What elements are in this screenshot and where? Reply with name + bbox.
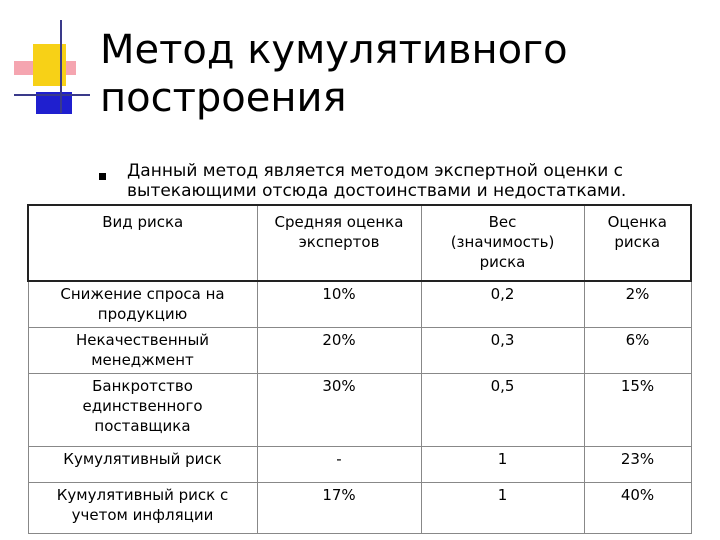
risk-table (27, 204, 692, 534)
cell-risk-type: Банкротство единственного поставщика (28, 374, 257, 447)
cell-risk-weight: 1 (421, 447, 584, 483)
decor-horizontal-line (14, 94, 90, 96)
slide-title: Метод кумулятивного построения (100, 27, 568, 121)
cell-expert-average: 30% (257, 374, 421, 447)
cell-risk-score: 23% (584, 447, 691, 483)
table-row (28, 328, 691, 374)
header-expert-average: Средняя оценка экспертов (257, 205, 421, 281)
table-row (28, 483, 691, 534)
header-risk-score: Оценка риска (584, 205, 691, 281)
cell-expert-average: 20% (257, 328, 421, 374)
header-risk-type: Вид риска (28, 205, 257, 281)
cell-risk-score: 40% (584, 483, 691, 534)
cell-expert-average: 10% (257, 281, 421, 328)
cell-risk-type: Кумулятивный риск с учетом инфляции (28, 483, 257, 534)
cell-risk-type: Некачественный менеджмент (28, 328, 257, 374)
cell-risk-type: Кумулятивный риск (28, 447, 257, 483)
table-header-row (28, 205, 691, 281)
table-row (28, 447, 691, 483)
cell-risk-type: Снижение спроса на продукцию (28, 281, 257, 328)
cell-risk-weight: 0,5 (421, 374, 584, 447)
table-row (28, 374, 691, 447)
header-risk-weight: Вес (значимость) риска (421, 205, 584, 281)
cell-risk-score: 6% (584, 328, 691, 374)
cell-risk-weight: 1 (421, 483, 584, 534)
cell-expert-average: 17% (257, 483, 421, 534)
bullet-marker-icon (99, 173, 106, 180)
table-row (28, 281, 691, 328)
cell-risk-score: 15% (584, 374, 691, 447)
cell-risk-weight: 0,2 (421, 281, 584, 328)
bullet-text: Данный метод является методом экспертной оценки с вытекающими отсюда достоинствами и недостатками. (127, 161, 627, 201)
cell-expert-average: - (257, 447, 421, 483)
cell-risk-score: 2% (584, 281, 691, 328)
cell-risk-weight: 0,3 (421, 328, 584, 374)
decor-vertical-line (60, 20, 62, 113)
